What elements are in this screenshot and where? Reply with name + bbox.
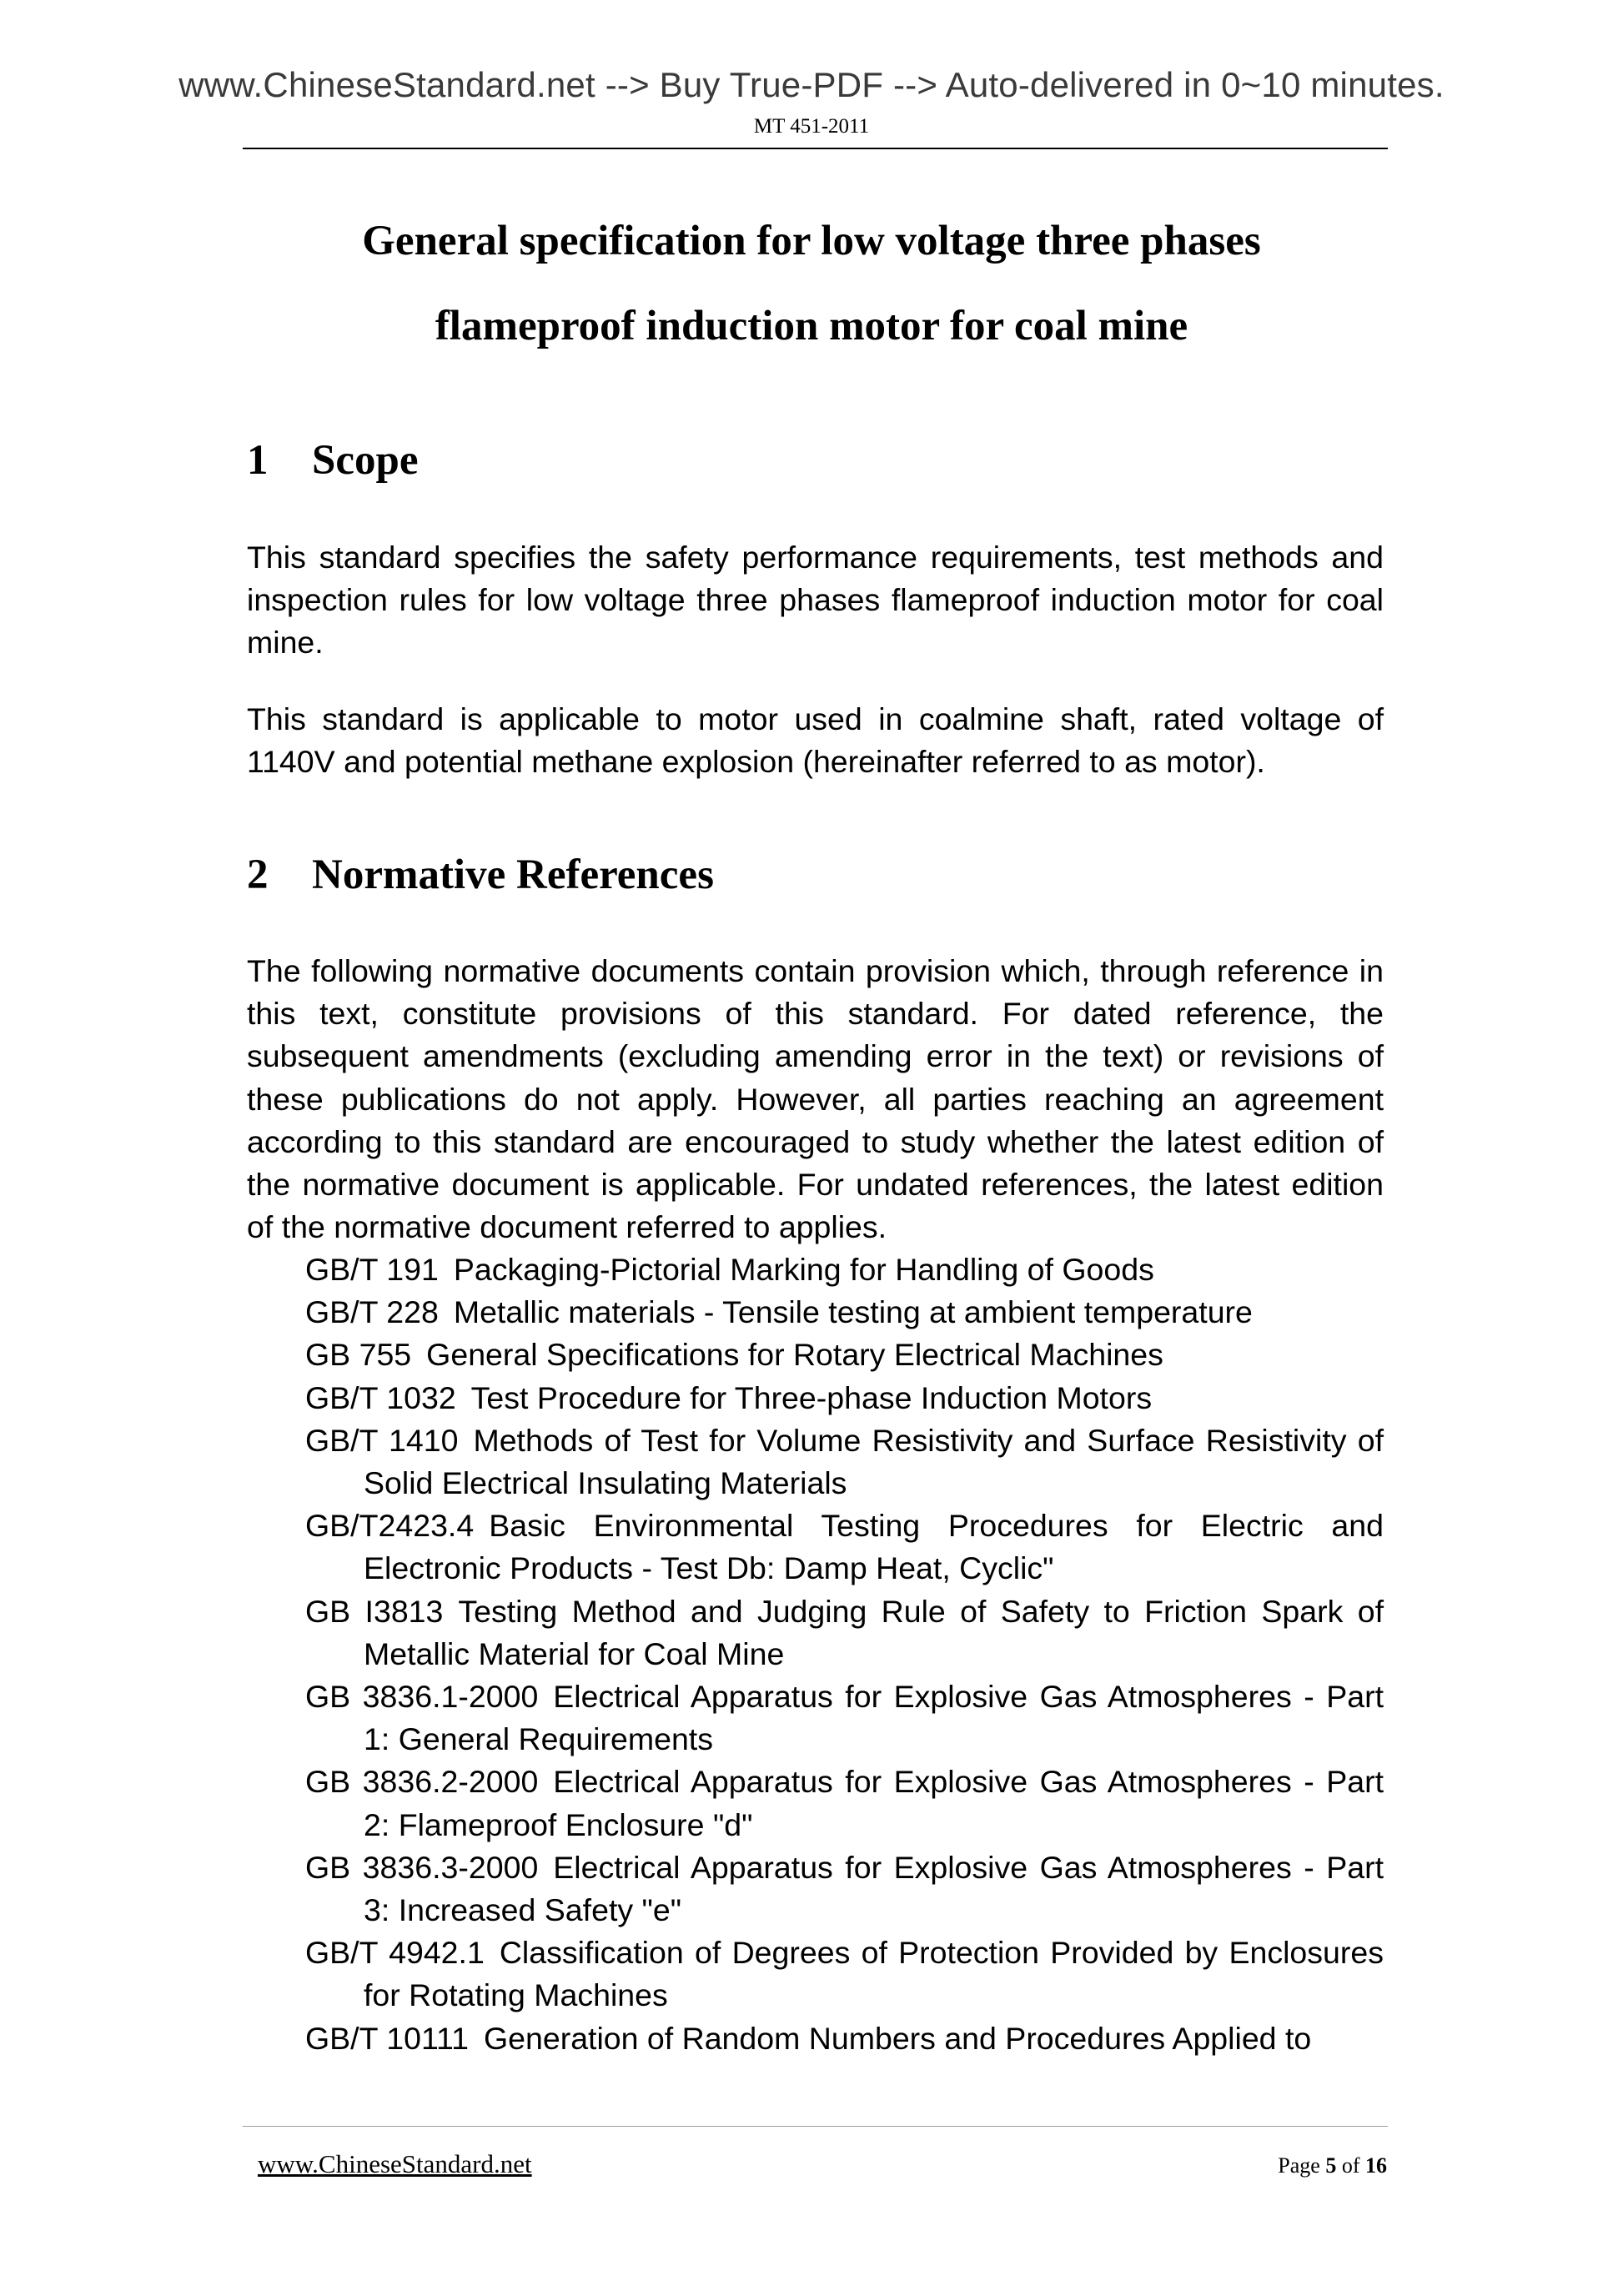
reference-code: GB 3836.1-2000: [305, 1679, 539, 1715]
reference-item: [305, 1291, 1384, 1334]
reference-title: Basic Environmental Testing Procedures for Electric and Electronic Products - Test Db: Damp Heat, Cyclic": [364, 1508, 1384, 1586]
section-2-heading: [247, 851, 714, 899]
reference-code: GB/T 1032: [305, 1379, 456, 1415]
document-title-line-1: General specification for low voltage three phases: [362, 218, 1261, 264]
reference-item: [305, 2017, 1384, 2060]
reference-list: [305, 1248, 1384, 2060]
section-1-number: 1: [247, 437, 269, 484]
section-1-heading: [247, 436, 419, 485]
banner-text: www.ChineseStandard.net --> Buy True-PDF --> Auto-delivered in 0~10 minutes.: [178, 65, 1445, 104]
reference-title: Methods of Test for Volume Resistivity and Surface Resistivity of Solid Electrical Insulating Materials: [364, 1422, 1384, 1501]
page-of-label: of: [1341, 2153, 1360, 2178]
references-intro-paragraph: The following normative documents contain provision which, through reference in this text, constitute provisions of this standard. For dated reference, the subsequent amendments (excluding amending error in the text) or revisions of these publications do not apply. However, all parties reaching an agreement according to this standard are encouraged to study whether the latest edition of the normative document is applicable. For undated references, the latest edition of the normative document referred to applies.: [247, 953, 1384, 1245]
reference-code: GB/T2423.4: [305, 1508, 475, 1544]
document-title-line-2: flameproof induction motor for coal mine: [435, 303, 1188, 349]
reference-item: [305, 1377, 1384, 1419]
reference-title: Generation of Random Numbers and Procedures Applied to: [483, 2020, 1312, 2056]
reference-code: GB I3813: [305, 1593, 444, 1629]
reference-item: [305, 1590, 1384, 1676]
reference-title: Packaging-Pictorial Marking for Handling of Goods: [453, 1252, 1154, 1287]
current-page: 5: [1325, 2153, 1337, 2178]
section-2-title: Normative References: [312, 852, 714, 898]
reference-item: [305, 1932, 1384, 2017]
reference-item: [305, 1505, 1384, 1590]
page-number: [1278, 2153, 1387, 2178]
reference-code: GB 3836.2-2000: [305, 1764, 539, 1800]
reference-title: Classification of Degrees of Protection Provided by Enclosures for Rotating Machines: [364, 1935, 1384, 2013]
reference-code: GB/T 228: [305, 1294, 439, 1330]
reference-item: [305, 1676, 1384, 1761]
reference-title: Metallic materials - Tensile testing at ambient temperature: [453, 1294, 1253, 1330]
reference-code: GB 3836.3-2000: [305, 1849, 539, 1885]
reference-title: General Specifications for Rotary Electrical Machines: [426, 1337, 1163, 1373]
reference-item: [305, 1248, 1384, 1291]
reference-item: [305, 1846, 1384, 1932]
scope-paragraph-2: This standard is applicable to motor used in coalmine shaft, rated voltage of 1140V and potential methane explosion (hereinafter referred to as motor).: [247, 701, 1384, 780]
total-pages: 16: [1365, 2153, 1387, 2178]
reference-title: Test Procedure for Three-phase Induction Motors: [470, 1379, 1153, 1415]
reference-code: GB/T 191: [305, 1252, 439, 1287]
footer-website-link[interactable]: www.ChineseStandard.net: [258, 2149, 532, 2178]
scope-paragraph-1: This standard specifies the safety performance requirements, test methods and inspection rules for low voltage three phases flameproof induction motor for coal mine.: [247, 540, 1384, 661]
reference-code: GB/T 1410: [305, 1422, 459, 1458]
reference-code: GB 755: [305, 1337, 412, 1373]
section-2-number: 2: [247, 852, 269, 898]
reference-code: GB/T 10111: [305, 2020, 469, 2056]
reference-item: [305, 1334, 1384, 1376]
section-1-title: Scope: [312, 437, 419, 484]
reference-title: Testing Method and Judging Rule of Safety to Friction Spark of Metallic Material for Coal Mine: [364, 1593, 1384, 1671]
reference-title: Electrical Apparatus for Explosive Gas Atmospheres - Part 2: Flameproof Enclosure "d": [364, 1764, 1384, 1842]
reference-code: GB/T 4942.1: [305, 1935, 485, 1971]
reference-item: [305, 1761, 1384, 1846]
reference-title: Electrical Apparatus for Explosive Gas Atmospheres - Part 3: Increased Safety "e": [364, 1849, 1384, 1928]
document-id: MT 451-2011: [753, 115, 870, 138]
footer-divider: [243, 2126, 1388, 2127]
page-label: Page: [1278, 2153, 1320, 2178]
header-divider: [243, 148, 1388, 149]
reference-item: [305, 1419, 1384, 1505]
reference-title: Electrical Apparatus for Explosive Gas Atmospheres - Part 1: General Requirements: [364, 1679, 1384, 1757]
